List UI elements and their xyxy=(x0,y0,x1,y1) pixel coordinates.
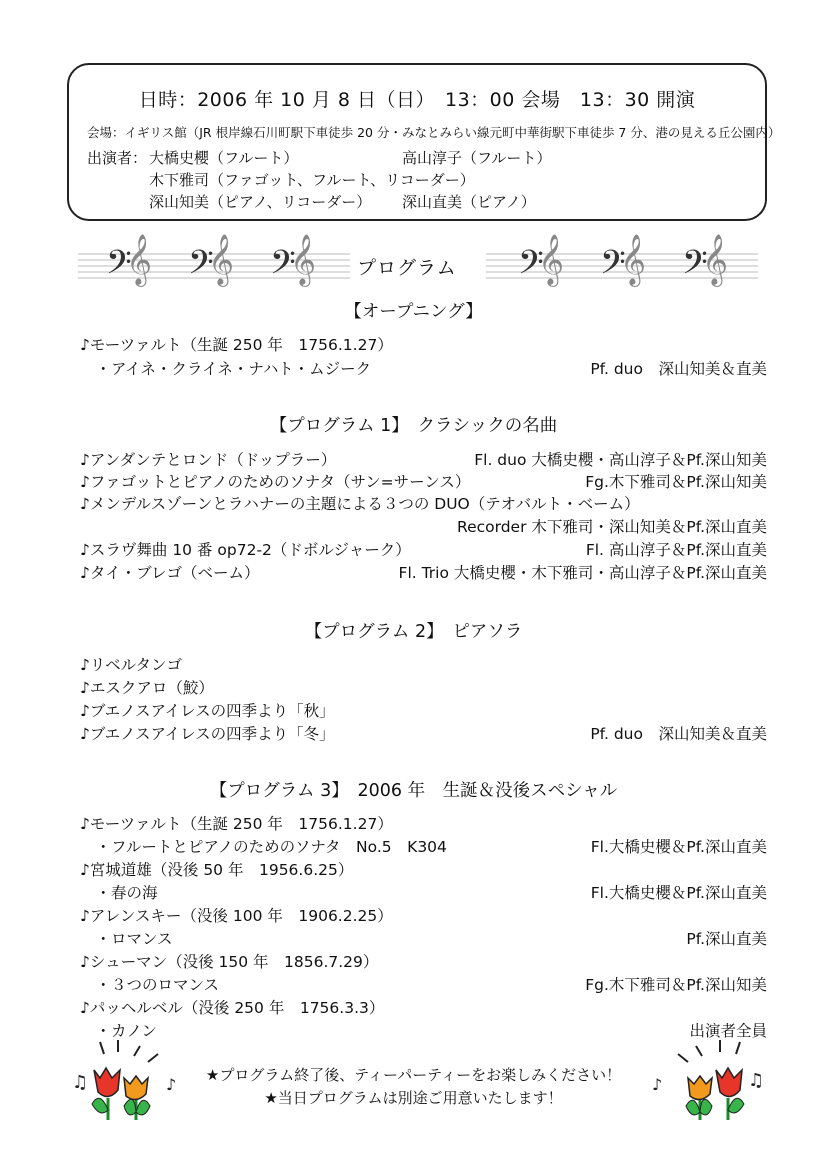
program1-title: 【プログラム 1】 クラシックの名曲 xyxy=(269,416,558,436)
performer-credit: Fl. duo 大橋史櫻・高山淳子＆Pf.深山知美 xyxy=(474,451,767,469)
performer-credit: Fg.木下雅司＆Pf.深山知美 xyxy=(585,976,767,994)
list-item: ♪パッヘルベル（没後 250 年 1756.3.3） xyxy=(80,999,385,1017)
program2-title: 【プログラム 2】 ピアソラ xyxy=(304,622,523,642)
svg-text:𝄢: 𝄢 xyxy=(188,244,214,290)
program-banner-title: プログラム xyxy=(357,257,457,279)
performer-kinoshita: 木下雅司（ファゴット、フルート、リコーダー） xyxy=(149,171,475,189)
svg-text:♫: ♫ xyxy=(748,1070,765,1091)
list-item: ・アイネ・クライネ・ナハト・ムジーク xyxy=(80,360,372,378)
date-time-line: 日時：2006 年 10 月 8 日（日） 13：00 会場 13：30 開演 xyxy=(138,89,696,111)
svg-text:𝄞: 𝄞 xyxy=(208,234,235,285)
performer-credit: Pf.深山直美 xyxy=(686,930,767,948)
list-item: ・ロマンス xyxy=(80,930,173,948)
list-item: ♪アンダンテとロンド（ドップラー） xyxy=(80,451,337,469)
svg-text:𝄢: 𝄢 xyxy=(270,244,296,290)
svg-text:♪: ♪ xyxy=(166,1075,177,1094)
svg-text:♪: ♪ xyxy=(652,1075,663,1094)
performer-credit: 出演者全員 xyxy=(689,1022,767,1040)
performer-tomomi: 深山知美（ピアノ、リコーダー） xyxy=(149,193,372,211)
list-item: ♪リベルタンゴ xyxy=(80,656,182,674)
performer-credit: Recorder 木下雅司・深山知美＆Pf.深山直美 xyxy=(457,518,767,536)
performer-credit: Fl.大橋史櫻＆Pf.深山直美 xyxy=(590,884,767,902)
svg-text:𝄢: 𝄢 xyxy=(600,244,626,290)
svg-text:𝄞: 𝄞 xyxy=(290,234,317,285)
performer-credit: Fl.大橋史櫻＆Pf.深山直美 xyxy=(590,838,767,856)
svg-text:𝄢: 𝄢 xyxy=(518,244,544,290)
svg-text:𝄞: 𝄞 xyxy=(702,234,729,285)
list-item: ♪宮城道雄（没後 50 年 1956.6.25） xyxy=(80,861,354,879)
svg-text:♫: ♫ xyxy=(72,1072,89,1093)
list-item: ♪アレンスキー（没後 100 年 1906.2.25） xyxy=(80,907,393,925)
performer-ohashi: 大橋史櫻（フルート） xyxy=(149,149,299,167)
performer-credit: Fl. 高山淳子＆Pf.深山直美 xyxy=(585,541,767,559)
opening-title: 【オープニング】 xyxy=(344,302,483,322)
performer-credit: Fl. Trio 大橋史櫻・木下雅司・高山淳子＆Pf.深山直美 xyxy=(398,564,767,582)
list-item: ♪メンデルスゾーンとラハナーの主題による３つの DUO（テオバルト・ベーム） xyxy=(80,495,640,513)
list-item: ♪スラヴ舞曲 10 番 op72-2（ドボルジャーク） xyxy=(80,541,411,559)
svg-text:𝄞: 𝄞 xyxy=(538,234,565,285)
footer-note-party: ★プログラム終了後、ティーパーティーをお楽しみください！ xyxy=(205,1066,622,1084)
list-item: ♪ブエノスアイレスの四季より「冬」 xyxy=(80,725,335,743)
footer-note-program: ★当日プログラムは別途ご用意いたします！ xyxy=(264,1089,563,1107)
info-box xyxy=(67,63,781,221)
list-item: ♪シューマン（没後 150 年 1856.7.29） xyxy=(80,953,379,971)
program3-title: 【プログラム 3】 2006 年 生誕＆没後スペシャル xyxy=(209,781,618,801)
svg-text:𝄢: 𝄢 xyxy=(682,244,708,290)
performer-credit: Pf. duo 深山知美＆直美 xyxy=(590,725,767,743)
svg-text:𝄞: 𝄞 xyxy=(126,234,153,285)
svg-text:𝄞: 𝄞 xyxy=(620,234,647,285)
performer-credit: Fg.木下雅司＆Pf.深山知美 xyxy=(585,473,767,491)
list-item: ・春の海 xyxy=(80,884,158,902)
performer-credit: Pf. duo 深山知美＆直美 xyxy=(590,360,767,378)
list-item: ・カノン xyxy=(80,1022,157,1040)
performer-takayama: 高山淳子（フルート） xyxy=(402,149,552,167)
list-item: ♪タイ・ブレゴ（ベーム） xyxy=(80,564,260,582)
list-item: ♪モーツァルト（生誕 250 年 1756.1.27） xyxy=(80,336,393,354)
list-item: ♪ブエノスアイレスの四季より「秋」 xyxy=(80,702,335,720)
list-item: ♪モーツァルト（生誕 250 年 1756.1.27） xyxy=(80,815,393,833)
list-item: ♪エスクアロ（鮫） xyxy=(80,679,214,697)
venue-line: 会場：イギリス館（JR 根岸線石川町駅下車徒歩 20 分・みなとみらい線元町中華街駅下車徒歩 7 分、港の見える丘公園内） xyxy=(87,125,781,140)
svg-text:𝄢: 𝄢 xyxy=(106,244,132,290)
performer-naomi: 深山直美（ピアノ） xyxy=(402,193,536,211)
list-item: ・フルートとピアノのためのソナタ No.5 K304 xyxy=(80,838,447,856)
list-item: ・３つのロマンス xyxy=(80,976,220,994)
performers-label: 出演者： xyxy=(87,149,148,167)
list-item: ♪ファゴットとピアノのためのソナタ（サン=サーンス） xyxy=(80,473,471,491)
